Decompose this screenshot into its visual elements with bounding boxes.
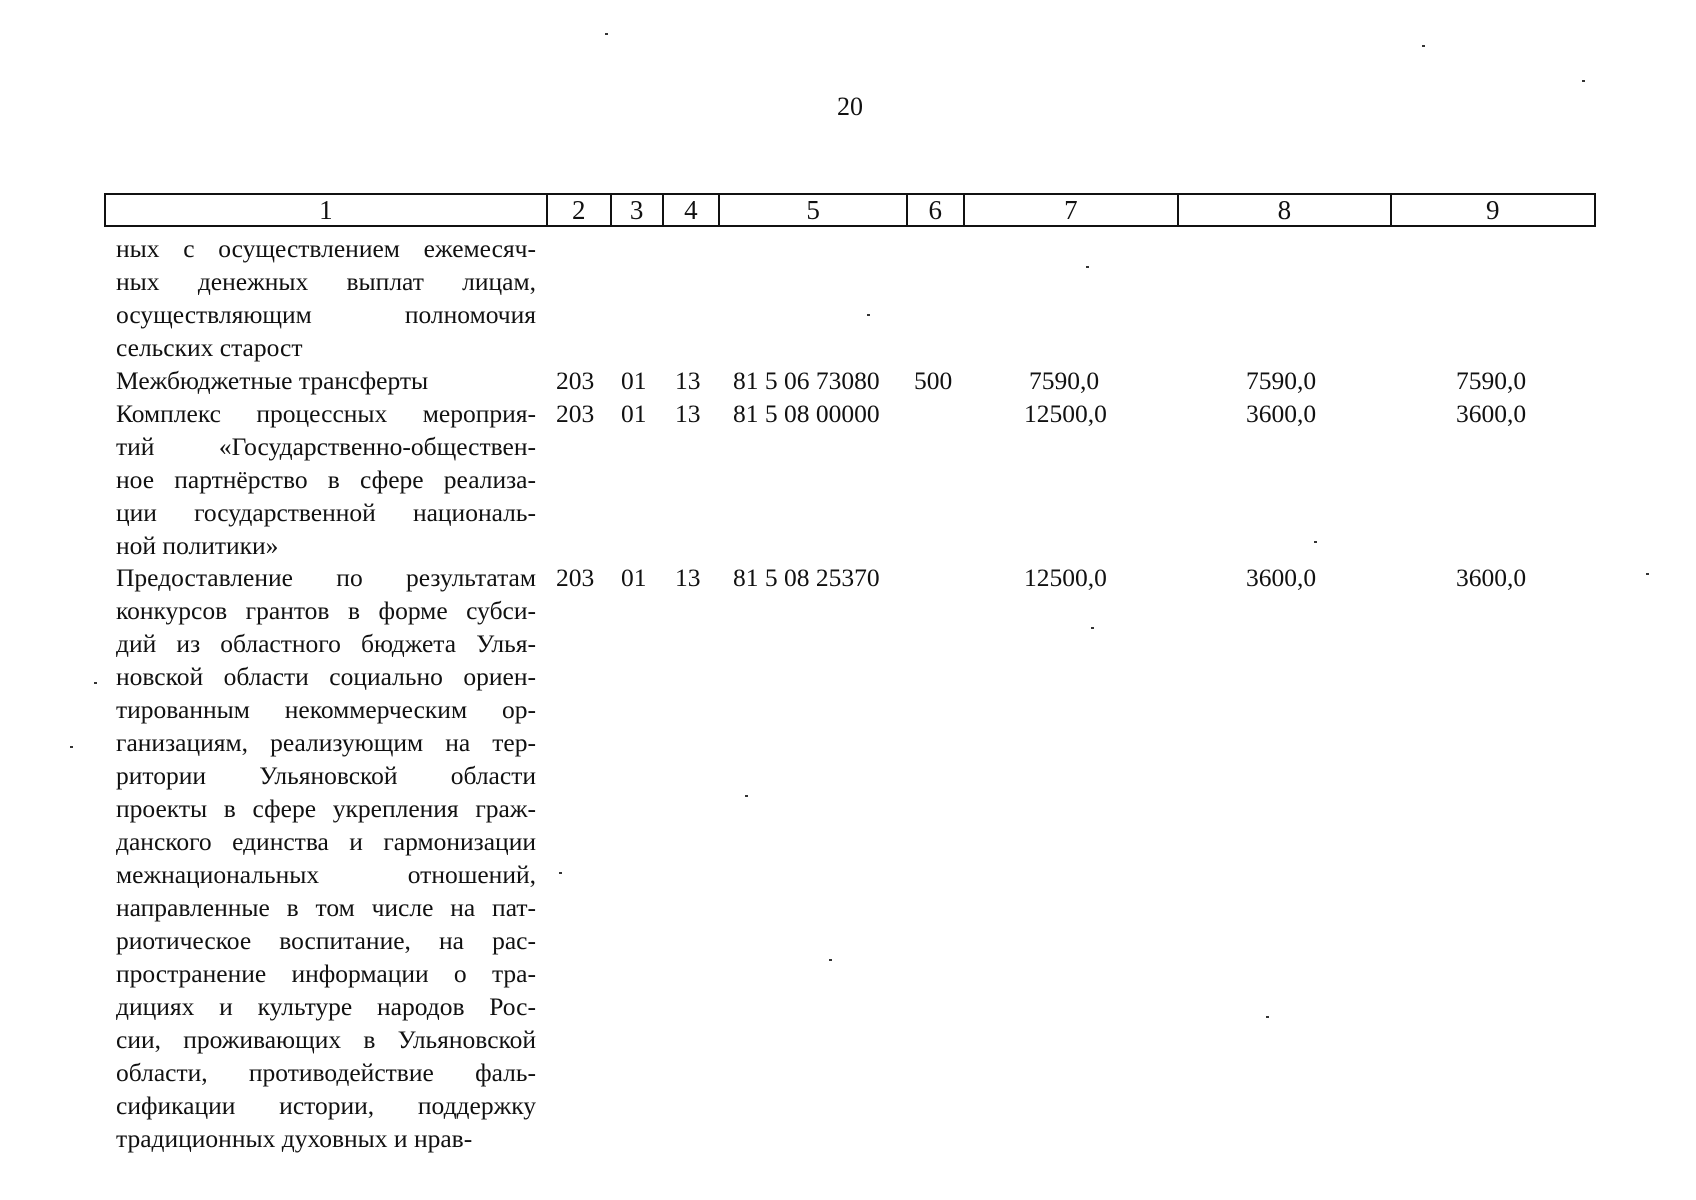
table-header-row [104, 193, 1596, 227]
description-line: дициях и культуре народов Рос- [116, 992, 536, 1021]
description-line: осуществляющим полномочия [116, 300, 536, 329]
row-complex-description [116, 397, 536, 562]
scan-speck [1314, 541, 1317, 543]
row-grants-col-2: 203 [556, 563, 595, 592]
description-line: ное партнёрство в сфере реализа- [116, 465, 536, 494]
scan-speck [745, 795, 748, 797]
description-line: ной политики» [116, 531, 279, 560]
row-grants-col-5: 81 5 08 25370 [733, 563, 880, 592]
scan-speck [1086, 266, 1089, 268]
description-line: сельских старост [116, 333, 303, 362]
description-line: конкурсов грантов в форме субси- [116, 596, 536, 625]
description-line: тий «Государственно-обществен- [116, 432, 536, 461]
row-transfers-col-8: 7590,0 [1246, 366, 1317, 395]
scan-speck [1646, 573, 1649, 575]
description-line: ных с осуществлением ежемесяч- [116, 234, 536, 263]
description-line: сификации истории, поддержку [116, 1091, 536, 1120]
row-continuation-description [116, 232, 536, 364]
description-line: проекты в сфере укрепления граж- [116, 794, 536, 823]
scan-speck [1266, 1016, 1269, 1018]
header-col-1: 1 [106, 195, 548, 225]
row-transfers-col-5: 81 5 06 73080 [733, 366, 880, 395]
description-line: межнациональных отношений, [116, 860, 536, 889]
row-transfers-col-4: 13 [675, 366, 701, 395]
description-line: сии, проживающих в Ульяновской [116, 1025, 536, 1054]
description-line: ганизациям, реализующим на тер- [116, 728, 536, 757]
row-transfers-name: Межбюджетные трансферты [116, 366, 429, 395]
scan-speck [94, 682, 97, 684]
description-line: Комплекс процессных мероприя- [116, 399, 536, 428]
description-line: направленные в том числе на пат- [116, 893, 536, 922]
description-line: данского единства и гармонизации [116, 827, 536, 856]
header-col-4: 4 [664, 195, 721, 225]
row-complex-col-5: 81 5 08 00000 [733, 399, 880, 428]
page-number: 20 [837, 92, 863, 121]
row-grants-col-7: 12500,0 [1024, 563, 1107, 592]
scan-speck [1091, 627, 1094, 629]
header-col-2: 2 [548, 195, 612, 225]
header-col-9: 9 [1486, 194, 1500, 225]
scan-speck [559, 872, 562, 874]
description-line: традиционных духовных и нрав- [116, 1124, 473, 1153]
row-complex-col-7: 12500,0 [1024, 399, 1107, 428]
row-transfers-col-9: 7590,0 [1456, 366, 1527, 395]
scan-speck [70, 746, 73, 748]
description-line: пространение информации о тра- [116, 959, 536, 988]
row-grants-col-9: 3600,0 [1456, 563, 1527, 592]
description-line: Предоставление по результатам [116, 563, 536, 592]
description-line: новской области социально ориен- [116, 662, 536, 691]
row-complex-col-3: 01 [621, 399, 647, 428]
header-col-5: 5 [720, 195, 908, 225]
scan-speck [1582, 80, 1585, 82]
description-line: области, противодействие фаль- [116, 1058, 536, 1087]
row-complex-col-9: 3600,0 [1456, 399, 1527, 428]
scan-speck [605, 33, 608, 35]
description-line: риотическое воспитание, на рас- [116, 926, 536, 955]
row-transfers-col-3: 01 [621, 366, 647, 395]
description-line: тированным некоммерческим ор- [116, 695, 536, 724]
description-line: ритории Ульяновской области [116, 761, 536, 790]
description-line: дий из областного бюджета Улья- [116, 629, 536, 658]
header-col-3: 3 [612, 195, 664, 225]
header-col-8: 8 [1179, 195, 1391, 225]
row-complex-col-8: 3600,0 [1246, 399, 1317, 428]
header-col-7: 7 [965, 195, 1179, 225]
scan-speck [1422, 45, 1425, 47]
scan-speck [829, 959, 832, 961]
header-col-6: 6 [908, 195, 965, 225]
row-complex-col-4: 13 [675, 399, 701, 428]
row-transfers-col-2: 203 [556, 366, 595, 395]
row-grants-col-3: 01 [621, 563, 647, 592]
row-transfers-col-6: 500 [914, 366, 953, 395]
description-line: ных денежных выплат лицам, [116, 267, 536, 296]
scan-speck [867, 314, 870, 316]
row-complex-col-2: 203 [556, 399, 595, 428]
row-transfers-col-7: 7590,0 [1029, 366, 1100, 395]
row-grants-col-4: 13 [675, 563, 701, 592]
description-line: ции государственной националь- [116, 498, 536, 527]
row-grants-col-8: 3600,0 [1246, 563, 1317, 592]
row-grants-description [116, 561, 536, 1155]
